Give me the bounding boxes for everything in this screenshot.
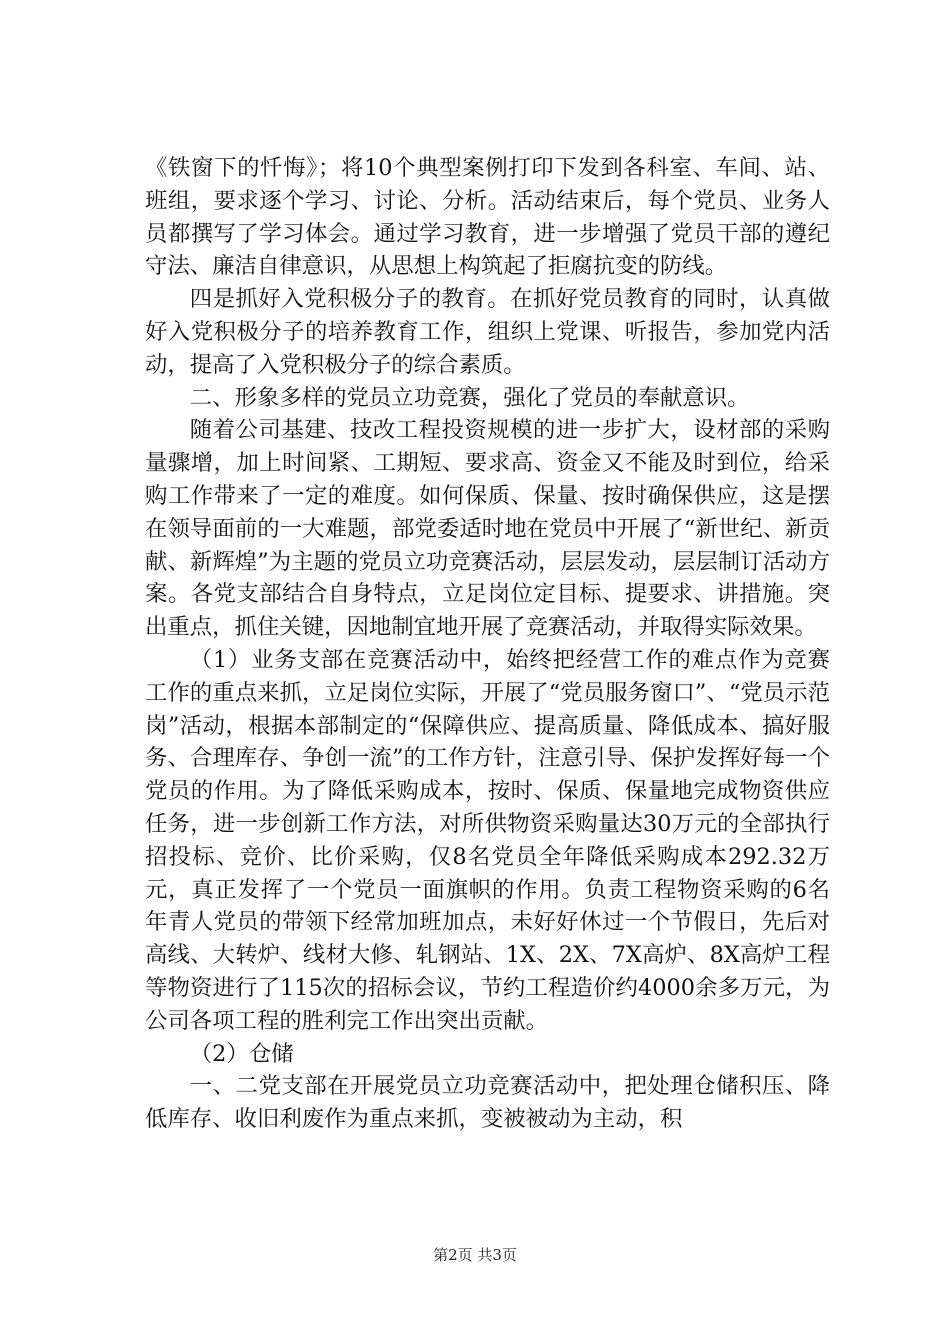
paragraph-2: 四是抓好入党积极分子的教育。在抓好党员教育的同时，认真做好入党积极分子的培养教育工作，组织上党课、听报告，参加党内活动，提高了入党积极分子的综合素质。 bbox=[145, 286, 830, 378]
paragraph-5: 一、二党支部在开展党员立功竞赛活动中，把处理仓储积压、降低库存、收旧利废作为重点来抓，变被被动为主动，积 bbox=[145, 1073, 830, 1133]
section-heading: 二、形象多样的党员立功竞赛，强化了党员的奉献意识。 bbox=[189, 384, 750, 411]
paragraph-4: （1）业务支部在竞赛活动中，始终把经营工作的难点作为竞赛工作的重点来抓，立足岗位实际，开展了“党员服务窗口”、“党员示范岗”活动，根据本部制定的“保障供应、提高质量、降低成本、搞好服务、合理库存、争创一流”的工作方针，注意引导、保护发挥好每一个党员的作用。为了降低采购成本，按时、保质、保量地完成物资供应任务，进一步创新工作方法，对所供物资采购量达30万元的全部执行招投标、竞价、比价采购，仅8名党员全年降低采购成本292.32万元，真正发挥了一个党员一面旗帜的作用。负责工程物资采购的6名年青人党员的带领下经常加班加点，未好好休过一个节假日，先后对高线、大转炉、线材大修、轧钢站、1X、2X、7X高炉、8X高炉工程等物资进行了115次的招标会议，节约工程造价约4000余多万元，为公司各项工程的胜利完工作出突出贡献。 bbox=[145, 646, 830, 1034]
paragraph-1: 《铁窗下的忏悔》；将10个典型案例打印下发到各科室、车间、站、班组，要求逐个学习、讨论、分析。活动结束后，每个党员、业务人员都撰写了学习体会。通过学习教育，进一步增强了党员干部的遵纪守法、廉洁自律意识，从思想上构筑起了拒腐抗变的防线。 bbox=[145, 155, 830, 280]
subheading-warehouse: （2）仓储 bbox=[189, 1040, 294, 1067]
page-footer: 第2页 共3页 bbox=[433, 1246, 517, 1264]
paragraph-3: 随着公司基建、技改工程投资规模的进一步扩大，设材部的采购量骤增，加上时间紧、工期短、要求高、资金又不能及时到位，给采购工作带来了一定的难度。如何保质、保量、按时确保供应，这是摆在领导面前的一大难题，部党委适时地在党员中开展了“新世纪、新贡献、新辉煌”为主题的党员立功竞赛活动，层层发动，层层制订活动方案。各党支部结合自身特点，立足岗位定目标、提要求、讲措施。突出重点，抓住关键，因地制宜地开展了竞赛活动，并取得实际效果。 bbox=[145, 417, 830, 641]
document-body bbox=[145, 152, 830, 1136]
